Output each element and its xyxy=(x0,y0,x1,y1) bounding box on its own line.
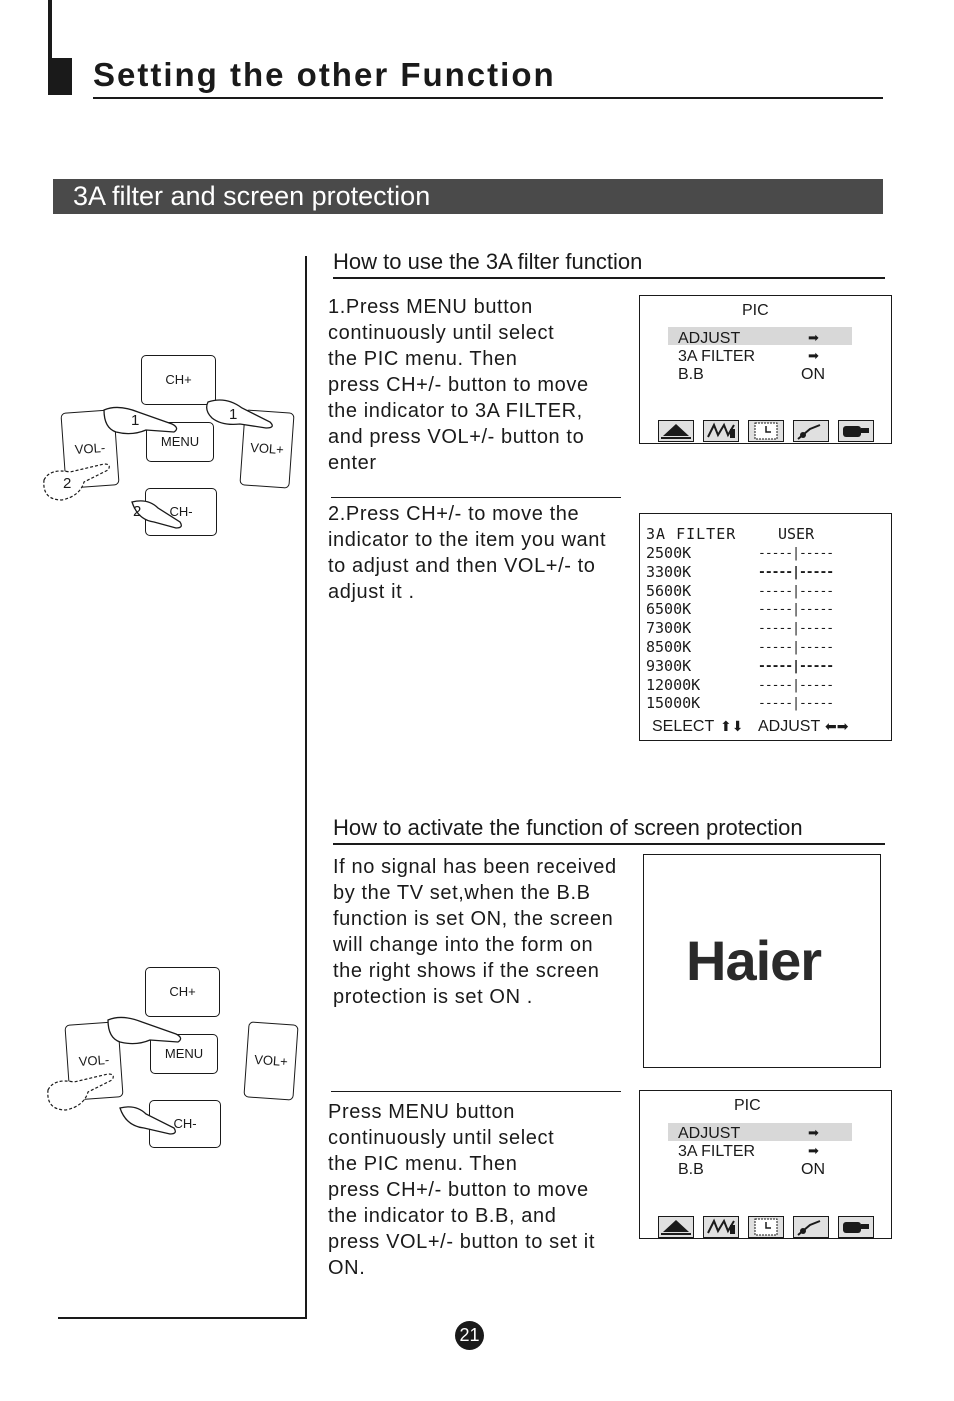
level-bar: -----|----- xyxy=(758,696,834,711)
column-divider xyxy=(305,256,307,1319)
step-number-2: 2 xyxy=(63,475,72,492)
protection-text: If no signal has been received by the TV set,when the B.B function is set ON, the screen will change into the form on the right shows if the screen protection is set ON . xyxy=(333,856,617,1008)
filter-step1-text: 1.Press MENU button continuously until select the PIC menu. Then press CH+/- button to move the indicator to 3A FILTER, and press VOL+/- button to enter xyxy=(328,296,589,474)
filter-heading: How to use the 3A filter function xyxy=(333,249,643,274)
level-bar: -----|----- xyxy=(758,546,834,561)
protection-heading-rule xyxy=(333,843,885,845)
filter-heading-rule xyxy=(333,277,885,279)
menu-key: MENU xyxy=(150,1034,218,1074)
pic-menu-osd xyxy=(639,295,892,444)
remote-diagram-2 xyxy=(44,962,304,1152)
filter-row-12000k: 12000K xyxy=(646,676,701,694)
step-number-1: 1 xyxy=(131,412,140,429)
bottom-rule xyxy=(58,1317,307,1319)
arrow-right-icon: ➡ xyxy=(808,1125,819,1140)
filter-menu-title: 3A FILTER xyxy=(646,525,737,543)
level-bar: -----|----- xyxy=(758,640,834,655)
filter-row-9300k: 9300K xyxy=(646,657,692,675)
select-hint: SELECT xyxy=(652,718,715,735)
level-bar: -----|----- xyxy=(758,584,834,599)
vol-minus-key: VOL- xyxy=(64,1021,123,1101)
adjust-hint: ADJUST xyxy=(758,718,821,735)
step-number-1: 1 xyxy=(229,406,238,423)
up-down-arrow-icon: ⬆⬇ xyxy=(720,718,744,734)
step-divider-2 xyxy=(331,1091,621,1092)
pic-menu-title: PIC xyxy=(742,302,769,319)
filter-row-5600k: 5600K xyxy=(646,582,692,600)
level-bar: -----|----- xyxy=(758,602,834,617)
header-rule xyxy=(93,97,883,99)
filter-row-8500k: 8500K xyxy=(646,638,692,656)
arrow-right-icon: ➡ xyxy=(808,348,819,363)
haier-logo: Haier xyxy=(686,929,822,992)
vol-plus-key: VOL+ xyxy=(243,1021,298,1100)
level-bar: -----|----- xyxy=(758,678,834,693)
header-block xyxy=(48,58,72,95)
menu-key: MENU xyxy=(146,422,214,462)
setup-tab-icon xyxy=(793,1216,829,1238)
picture-tab-icon xyxy=(658,1216,694,1238)
picture-tab-icon xyxy=(658,420,694,442)
setup-tab-icon xyxy=(793,420,829,442)
pic-menu-item-3a-filter: 3A FILTER xyxy=(678,1143,756,1160)
pic-menu-item-bb: B.B xyxy=(678,366,704,383)
pointing-hand-icon xyxy=(200,396,280,436)
filter-row-15000k: 15000K xyxy=(646,694,701,712)
clock-tab-icon xyxy=(748,1216,784,1238)
vol-minus-key: VOL- xyxy=(60,409,119,489)
pointing-hand-icon xyxy=(40,460,120,505)
filter-row-7300k: 7300K xyxy=(646,619,692,637)
pic-menu-item-adjust: ADJUST xyxy=(678,1125,741,1142)
page-number: 21 xyxy=(455,1321,484,1350)
filter-row-3300k: 3300K xyxy=(646,563,692,581)
filter-menu-osd xyxy=(639,513,892,741)
ch-minus-key: CH- xyxy=(149,1100,221,1148)
pic-menu-item-3a-filter: 3A FILTER xyxy=(678,348,756,365)
page-title: Setting the other Function xyxy=(93,56,556,93)
level-bar: -----|----- xyxy=(758,565,834,580)
filter-step2-text: 2.Press CH+/- to move the indicator to the item you want to adjust and then VOL+/- to adjust it . xyxy=(328,503,607,603)
ch-minus-key: CH- xyxy=(145,488,217,536)
level-bar: -----|----- xyxy=(758,659,834,674)
pic-menu-title: PIC xyxy=(734,1097,761,1114)
function-tab-icon xyxy=(838,1216,874,1238)
step-number-2: 2 xyxy=(133,503,142,520)
section-title: 3A filter and screen protection xyxy=(73,181,431,211)
sound-tab-icon xyxy=(703,1216,739,1238)
protection-heading: How to activate the function of screen protection xyxy=(333,815,803,840)
step-divider-1 xyxy=(331,497,621,498)
ch-plus-key: CH+ xyxy=(145,967,220,1017)
level-bar: -----|----- xyxy=(758,621,834,636)
filter-row-2500k: 2500K xyxy=(646,544,692,562)
arrow-right-icon: ➡ xyxy=(808,1143,819,1158)
pointing-hand-icon xyxy=(102,402,182,442)
left-right-arrow-icon: ⬅➡ xyxy=(825,718,849,734)
ch-plus-key: CH+ xyxy=(141,355,216,405)
sound-tab-icon xyxy=(703,420,739,442)
function-tab-icon xyxy=(838,420,874,442)
arrow-right-icon: ➡ xyxy=(808,330,819,345)
remote-diagram-1 xyxy=(40,350,300,540)
vol-plus-key: VOL+ xyxy=(239,409,294,488)
pic-menu-item-bb: B.B xyxy=(678,1161,704,1178)
pic-menu-bb-value: ON xyxy=(801,1161,825,1178)
pic-menu-bb-value: ON xyxy=(801,366,825,383)
pointing-hand-icon xyxy=(44,1070,124,1115)
pic-menu-osd-2 xyxy=(639,1090,892,1239)
pic-menu-item-adjust: ADJUST xyxy=(678,330,741,347)
filter-menu-mode: USER xyxy=(778,525,815,543)
pointing-hand-icon xyxy=(116,1102,186,1142)
bb-step-text: Press MENU button continuously until select the PIC menu. Then press CH+/- button to move the indicator to B.B, and press VOL+/- button to set it ON. xyxy=(328,1101,595,1279)
pointing-hand-icon xyxy=(106,1012,186,1052)
filter-row-6500k: 6500K xyxy=(646,600,692,618)
clock-tab-icon xyxy=(748,420,784,442)
section-bar xyxy=(53,179,883,214)
